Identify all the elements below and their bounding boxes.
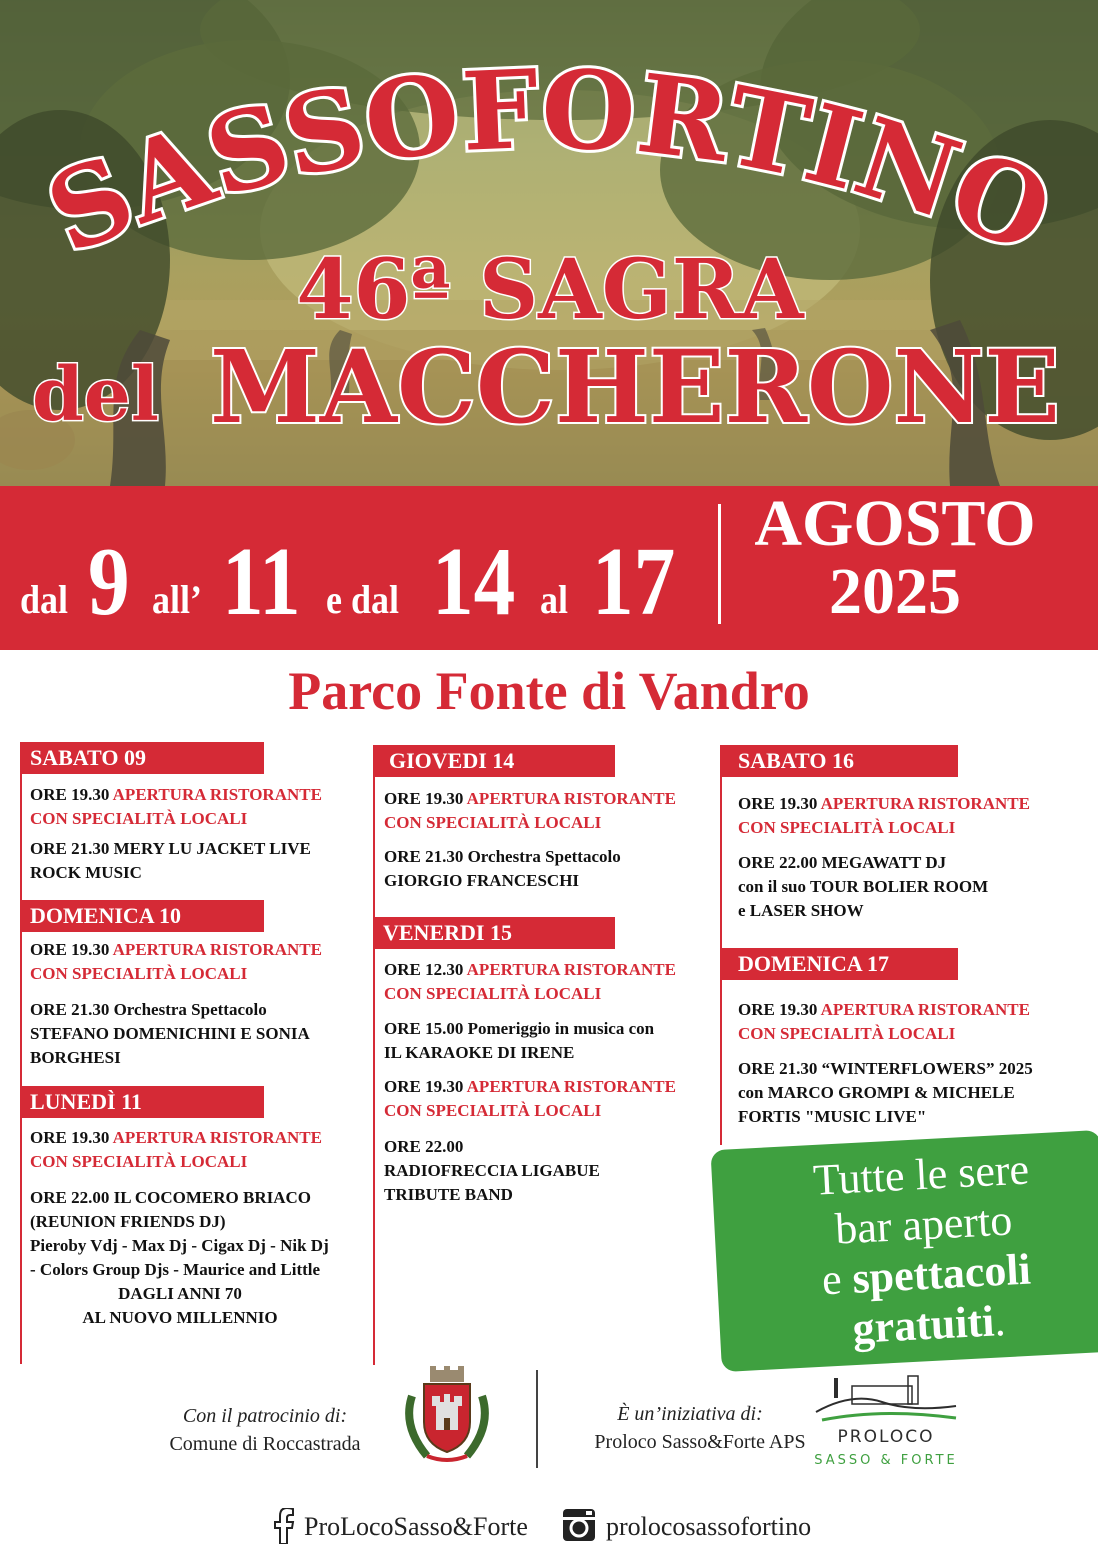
day-header-giovedi-14: GIOVEDI 14 [375,745,615,777]
event-gio14-ristorante: ORE 19.30 APERTURA RISTORANTE CON SPECIALITÀ LOCALI [384,789,676,832]
event-sab09-ristorante: ORE 19.30 APERTURA RISTORANTE CON SPECIALITÀ LOCALI [30,785,322,828]
date-9: 9 [88,528,130,636]
patronage-label: Con il patrocinio di: [182,1405,348,1427]
date-all: all’ [152,577,202,622]
day-header-domenica-10: DOMENICA 10 [22,900,264,932]
proloco-logo-word: PROLOCO [837,1427,935,1447]
proloco-logo [812,1372,960,1470]
day-header-sabato-09: SABATO 09 [22,742,264,774]
date-11: 11 [222,528,301,636]
day-header-lunedi-11: LUNEDÌ 11 [22,1086,264,1118]
event-sab16-megawatt: ORE 22.00 MEGAWATT DJ con il suo TOUR BOLIER ROOM e LASER SHOW [738,853,989,920]
day-header-venerdi-15: VENERDI 15 [375,917,615,949]
event-dom17-winterflowers: ORE 21.30 “WINTERFLOWERS” 2025 con MARCO GROMPI & MICHELE FORTIS "MUSIC LIVE" [738,1059,1033,1126]
event-lun11-ristorante: ORE 19.30 APERTURA RISTORANTE CON SPECIALITÀ LOCALI [30,1128,322,1171]
event-gio14-orchestra: ORE 21.30 Orchestra Spettacolo GIORGIO FRANCESCHI [384,847,621,890]
hero-banner [0,0,1098,486]
date-14: 14 [432,528,516,636]
proloco-logo-sub: SASSO & FORTE [814,1453,958,1468]
event-sab09-live: ORE 21.30 MERY LU JACKET LIVE ROCK MUSIC [30,839,311,882]
date-edal: e dal [326,577,400,622]
date-dal: dal [20,577,69,622]
program-column-1 [20,742,22,1364]
facebook-handle[interactable]: ProLocoSasso&Forte [304,1512,528,1541]
initiative-name: Proloco Sasso&Forte APS [594,1431,806,1453]
facebook-icon[interactable] [272,1508,296,1544]
dates-band [0,486,1098,650]
year: 2025 [829,555,961,628]
day-header-domenica-17: DOMENICA 17 [722,948,958,980]
band-divider [718,504,721,624]
event-ven15-ristorante-pranzo: ORE 12.30 APERTURA RISTORANTE CON SPECIALITÀ LOCALI [384,960,676,1003]
instagram-handle[interactable]: prolocosassofortino [606,1512,812,1541]
event-dom10-orchestra: ORE 21.30 Orchestra Spettacolo STEFANO DOMENICHINI E SONIA BORGHESI [30,1000,310,1067]
day-header-sabato-16: SABATO 16 [722,745,958,777]
event-dom10-ristorante: ORE 19.30 APERTURA RISTORANTE CON SPECIALITÀ LOCALI [30,940,322,983]
initiative-label: È un’iniziativa di: [617,1403,763,1425]
festival-title [0,0,1098,486]
event-ven15-karaoke: ORE 15.00 Pomeriggio in musica con IL KARAOKE DI IRENE [384,1019,655,1062]
month: AGOSTO [754,487,1036,560]
month-year [740,487,1050,628]
program-column-3 [720,745,722,1145]
venue-title: Parco Fonte di Vandro [288,661,810,721]
footer-divider [536,1370,538,1468]
patronage-name: Comune di Roccastrada [169,1433,361,1455]
promo-text: Tutte le sere bar aperto e spettacoli gratuiti. [811,1144,1032,1353]
title-town: SASSOFORTINO [30,46,1068,279]
title-edition: 46ª SAGRA [296,242,804,338]
event-ven15-ligabue: ORE 22.00 RADIOFRECCIA LIGABUE TRIBUTE BAND [384,1137,600,1204]
event-lun11-anni: DAGLI ANNI 70 AL NUOVO MILLENNIO [82,1284,278,1327]
event-sab16-ristorante: ORE 19.30 APERTURA RISTORANTE CON SPECIALITÀ LOCALI [738,794,1030,837]
date-17: 17 [592,528,676,636]
event-ven15-ristorante-cena: ORE 19.30 APERTURA RISTORANTE CON SPECIALITÀ LOCALI [384,1077,676,1120]
program-column-2 [373,745,375,1365]
event-lun11-cocomero: ORE 22.00 IL COCOMERO BRIACO (REUNION FRIENDS DJ) Pieroby Vdj - Max Dj - Cigax Dj - Nik Dj - Colors Group Djs - Maurice and Little [30,1188,329,1279]
roccastrada-coat-of-arms-icon [402,1366,492,1466]
date-al: al [540,577,569,622]
title-del: del [32,352,159,438]
instagram-icon[interactable] [562,1508,596,1542]
event-dom17-ristorante: ORE 19.30 APERTURA RISTORANTE CON SPECIALITÀ LOCALI [738,1000,1030,1043]
title-dish: MACCHERONE [210,328,1060,446]
